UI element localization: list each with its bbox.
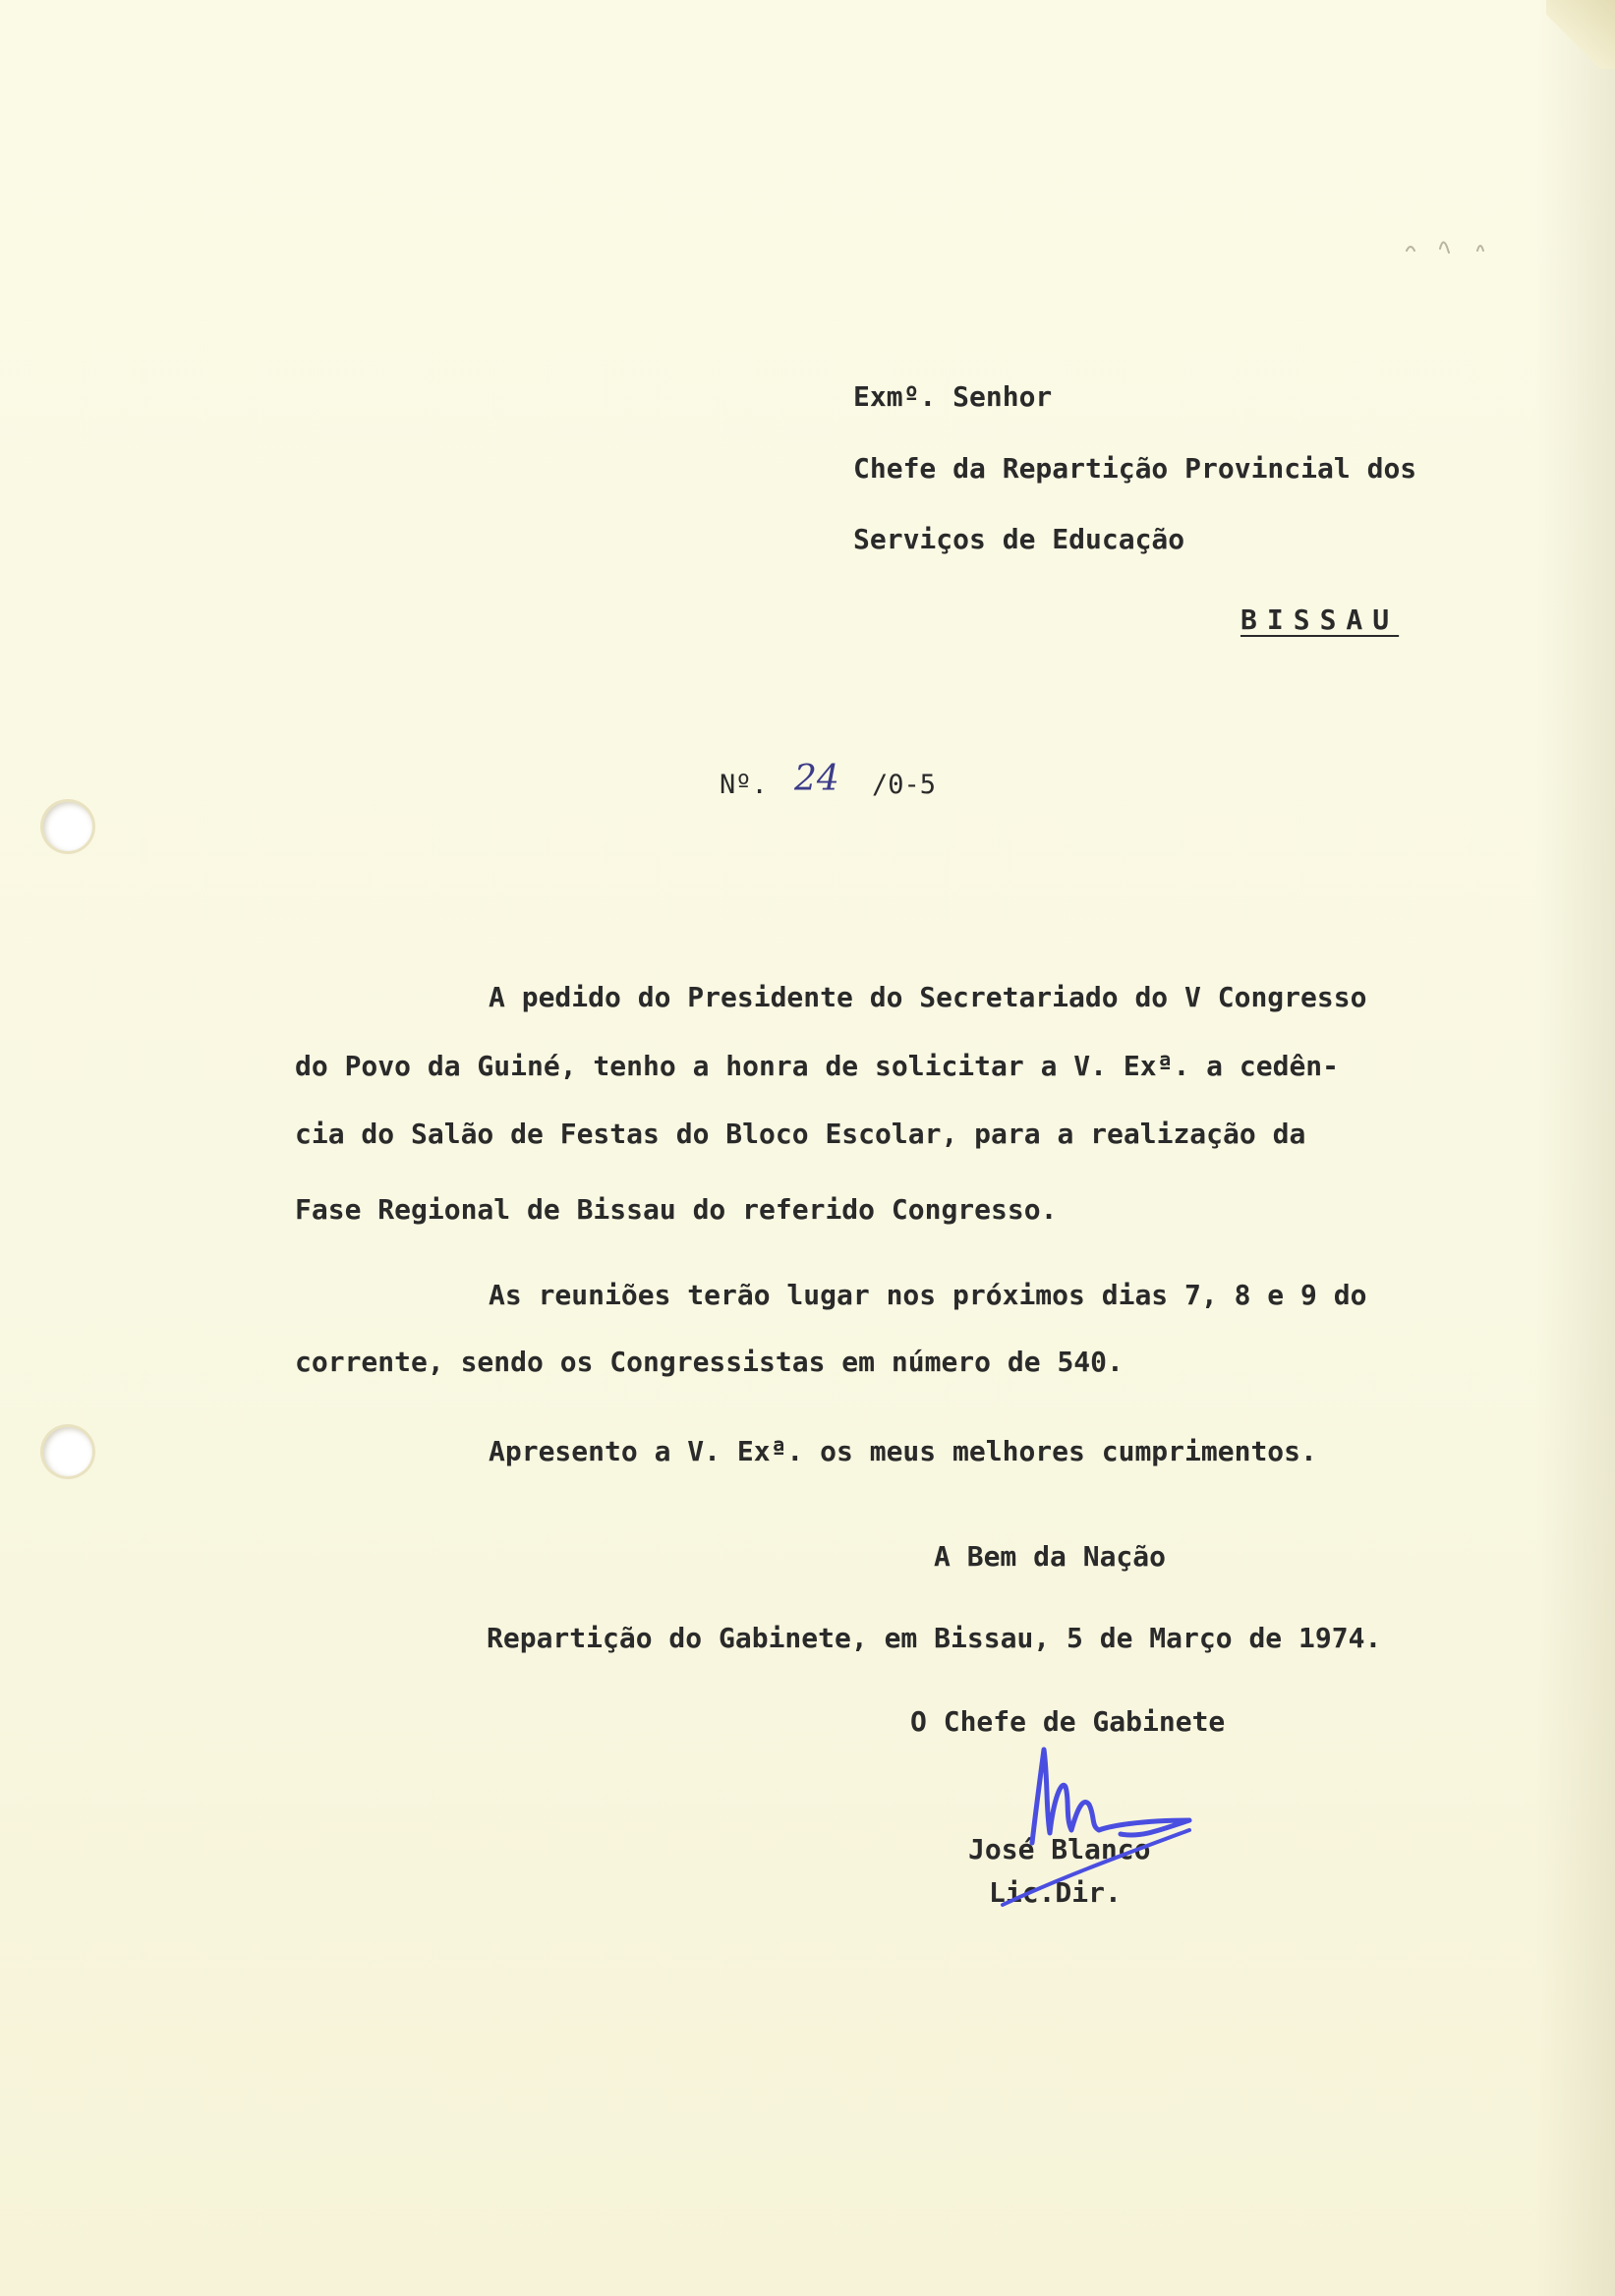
addressee-city: BISSAU <box>1240 603 1400 636</box>
place-and-date: Repartição do Gabinete, em Bissau, 5 de Março de 1974. <box>487 1622 1382 1654</box>
signatory-qualification: Lic.Dir. <box>989 1876 1122 1909</box>
reference-prefix: Nº. <box>720 770 768 800</box>
punch-hole-icon <box>43 1427 92 1476</box>
body-paragraph-2-line-2: corrente, sendo os Congressistas em número de 540. <box>295 1346 1124 1378</box>
reference-number-handwritten: 24 <box>794 759 839 799</box>
reference-suffix: /0-5 <box>872 770 937 800</box>
body-paragraph-3: Apresento a V. Exª. os meus melhores cumprimentos. <box>489 1435 1317 1467</box>
addressee-service: Serviços de Educação <box>853 523 1185 555</box>
body-paragraph-1-line-1: A pedido do Presidente do Secretariado do V Congresso <box>489 981 1367 1013</box>
punch-hole-icon <box>43 802 92 851</box>
body-paragraph-1-line-4: Fase Regional de Bissau do referido Congresso. <box>295 1193 1058 1226</box>
handwritten-signature-icon <box>993 1740 1209 1912</box>
signatory-name: José Blanco <box>968 1833 1151 1866</box>
body-paragraph-2-line-1: As reuniões terão lugar nos próximos dias 7, 8 e 9 do <box>489 1279 1367 1311</box>
addressee-office: Chefe da Repartição Provincial dos <box>853 452 1417 485</box>
body-paragraph-1-line-3: cia do Salão de Festas do Bloco Escolar, para a realização da <box>295 1118 1306 1150</box>
body-paragraph-1-line-2: do Povo da Guiné, tenho a honra de solicitar a V. Exª. a cedên- <box>295 1050 1340 1082</box>
page-edge-shadow <box>1536 0 1615 2296</box>
pencil-mark-icon <box>1401 221 1509 260</box>
folded-corner <box>1546 0 1615 69</box>
closing-motto: A Bem da Nação <box>934 1540 1167 1573</box>
signatory-title: O Chefe de Gabinete <box>910 1705 1226 1738</box>
addressee-salutation: Exmº. Senhor <box>853 380 1053 413</box>
